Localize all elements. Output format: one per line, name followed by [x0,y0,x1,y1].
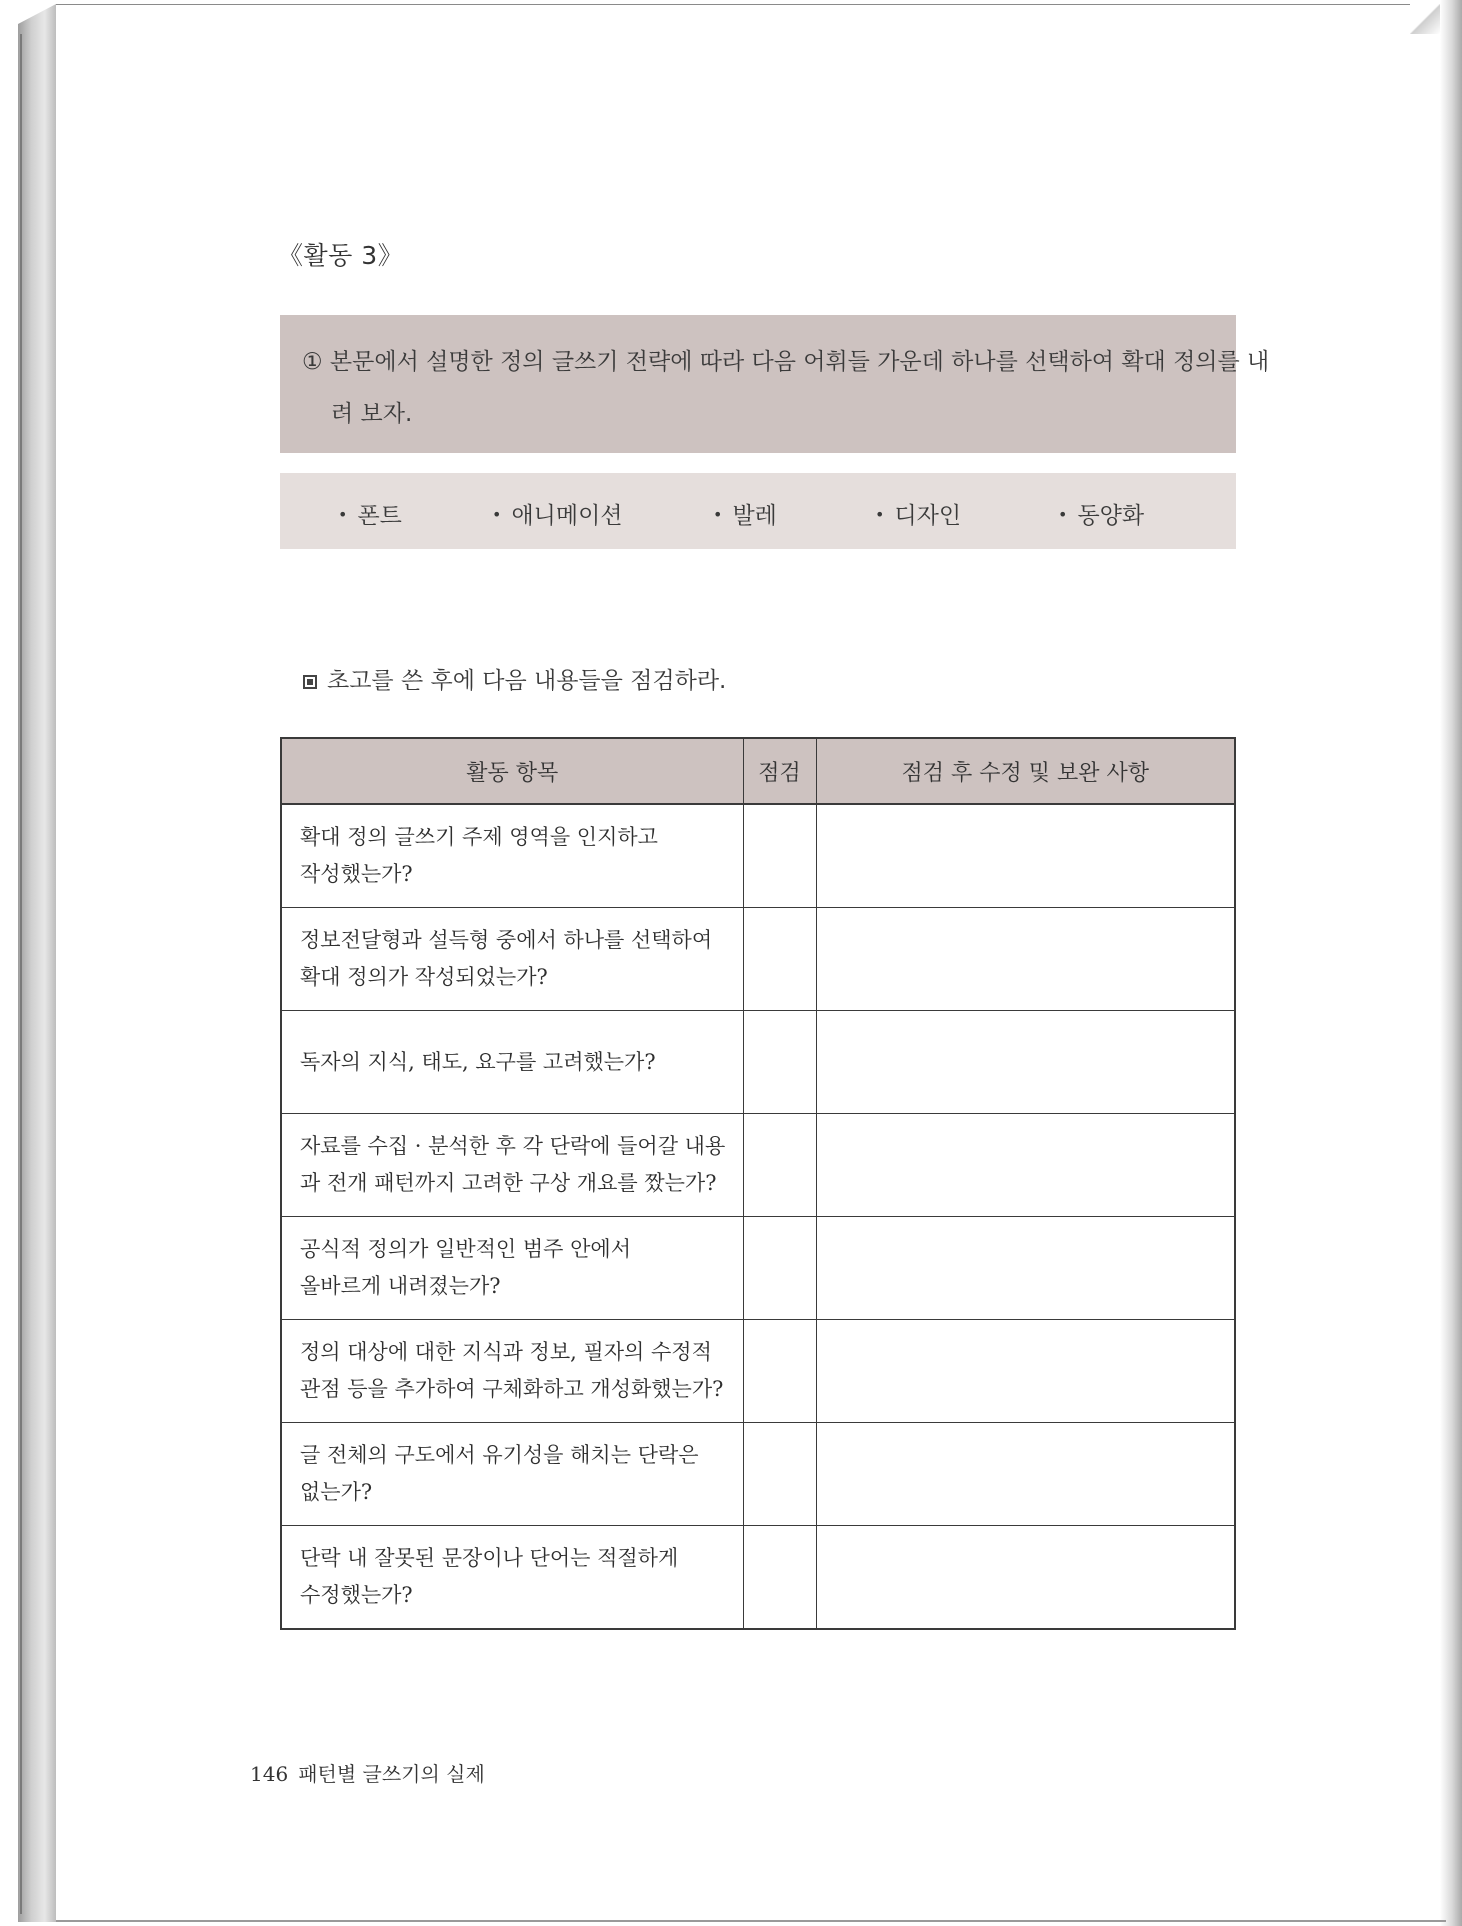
check-cell[interactable] [743,908,816,1011]
page-bottom-edge [56,1920,1446,1922]
table-row [281,908,1235,1011]
revision-cell[interactable] [816,1320,1235,1423]
revision-cell[interactable] [816,1114,1235,1217]
checklist-table [280,737,1236,1630]
header-activity-item: 활동 항목 [281,738,743,804]
revision-cell[interactable] [816,804,1235,908]
table-row [281,1217,1235,1320]
check-note [303,662,726,695]
table-row [281,1011,1235,1114]
bullet-icon: • [338,505,348,524]
header-revision: 점검 후 수정 및 보완 사항 [816,738,1235,804]
activity-item-cell: 정의 대상에 대한 지식과 정보, 필자의 수정적 관점 등을 추가하여 구체화하고 개성화했는가? [281,1320,743,1423]
revision-cell[interactable] [816,1011,1235,1114]
option-label: 애니메이션 [511,503,623,529]
bullet-icon: • [1058,505,1068,524]
page-number: 146 [250,1762,289,1786]
book-title: 패턴별 글쓰기의 실제 [298,1762,485,1786]
table-header-row [281,738,1235,804]
activity-title: 《활동 3》 [278,241,404,270]
revision-cell[interactable] [816,1423,1235,1526]
bullet-icon: • [492,505,502,524]
table-row [281,1320,1235,1423]
page-footer [250,1758,485,1787]
option-label: 동양화 [1077,503,1145,529]
check-cell[interactable] [743,804,816,908]
table-row [281,1423,1235,1526]
option-item [492,497,623,530]
bullet-icon: • [875,505,885,524]
activity-item-cell: 글 전체의 구도에서 유기성을 해치는 단락은 없는가? [281,1423,743,1526]
page-corner-fold [1410,4,1440,34]
table-row [281,1114,1235,1217]
activity-item-cell: 확대 정의 글쓰기 주제 영역을 인지하고 작성했는가? [281,804,743,908]
option-item [338,497,402,530]
instruction-text-line-2: 려 보자. [331,401,413,427]
activity-item-cell: 독자의 지식, 태도, 요구를 고려했는가? [281,1011,743,1114]
book-page-edge [18,4,56,1922]
vocabulary-options [280,473,1236,549]
check-cell[interactable] [743,1423,816,1526]
option-label: 발레 [732,503,777,529]
bullet-icon: • [713,505,723,524]
checkbox-square-icon [303,675,317,689]
activity-item-cell: 자료를 수집 · 분석한 후 각 단락에 들어갈 내용 과 전개 패턴까지 고려한 구상 개요를 짰는가? [281,1114,743,1217]
option-item [875,497,961,530]
instruction-text-line-1: ① 본문에서 설명한 정의 글쓰기 전략에 따라 다음 어휘들 가운데 하나를 선택하여 확대 정의를 내 [302,349,1270,375]
check-cell[interactable] [743,1217,816,1320]
table-row [281,804,1235,908]
option-label: 디자인 [894,503,962,529]
check-cell[interactable] [743,1526,816,1630]
check-cell[interactable] [743,1320,816,1423]
option-item [1058,497,1144,530]
option-item [713,497,777,530]
revision-cell[interactable] [816,1217,1235,1320]
activity-item-cell: 공식적 정의가 일반적인 범주 안에서 올바르게 내려졌는가? [281,1217,743,1320]
activity-item-cell: 단락 내 잘못된 문장이나 단어는 적절하게 수정했는가? [281,1526,743,1630]
revision-cell[interactable] [816,1526,1235,1630]
page-shadow [1440,0,1462,1926]
check-note-text: 초고를 쓴 후에 다음 내용들을 점검하라. [327,668,727,694]
check-cell[interactable] [743,1011,816,1114]
check-cell[interactable] [743,1114,816,1217]
activity-item-cell: 정보전달형과 설득형 중에서 하나를 선택하여 확대 정의가 작성되었는가? [281,908,743,1011]
option-label: 폰트 [357,503,402,529]
instruction-box [280,315,1270,453]
revision-cell[interactable] [816,908,1235,1011]
header-check: 점검 [743,738,816,804]
table-row [281,1526,1235,1630]
